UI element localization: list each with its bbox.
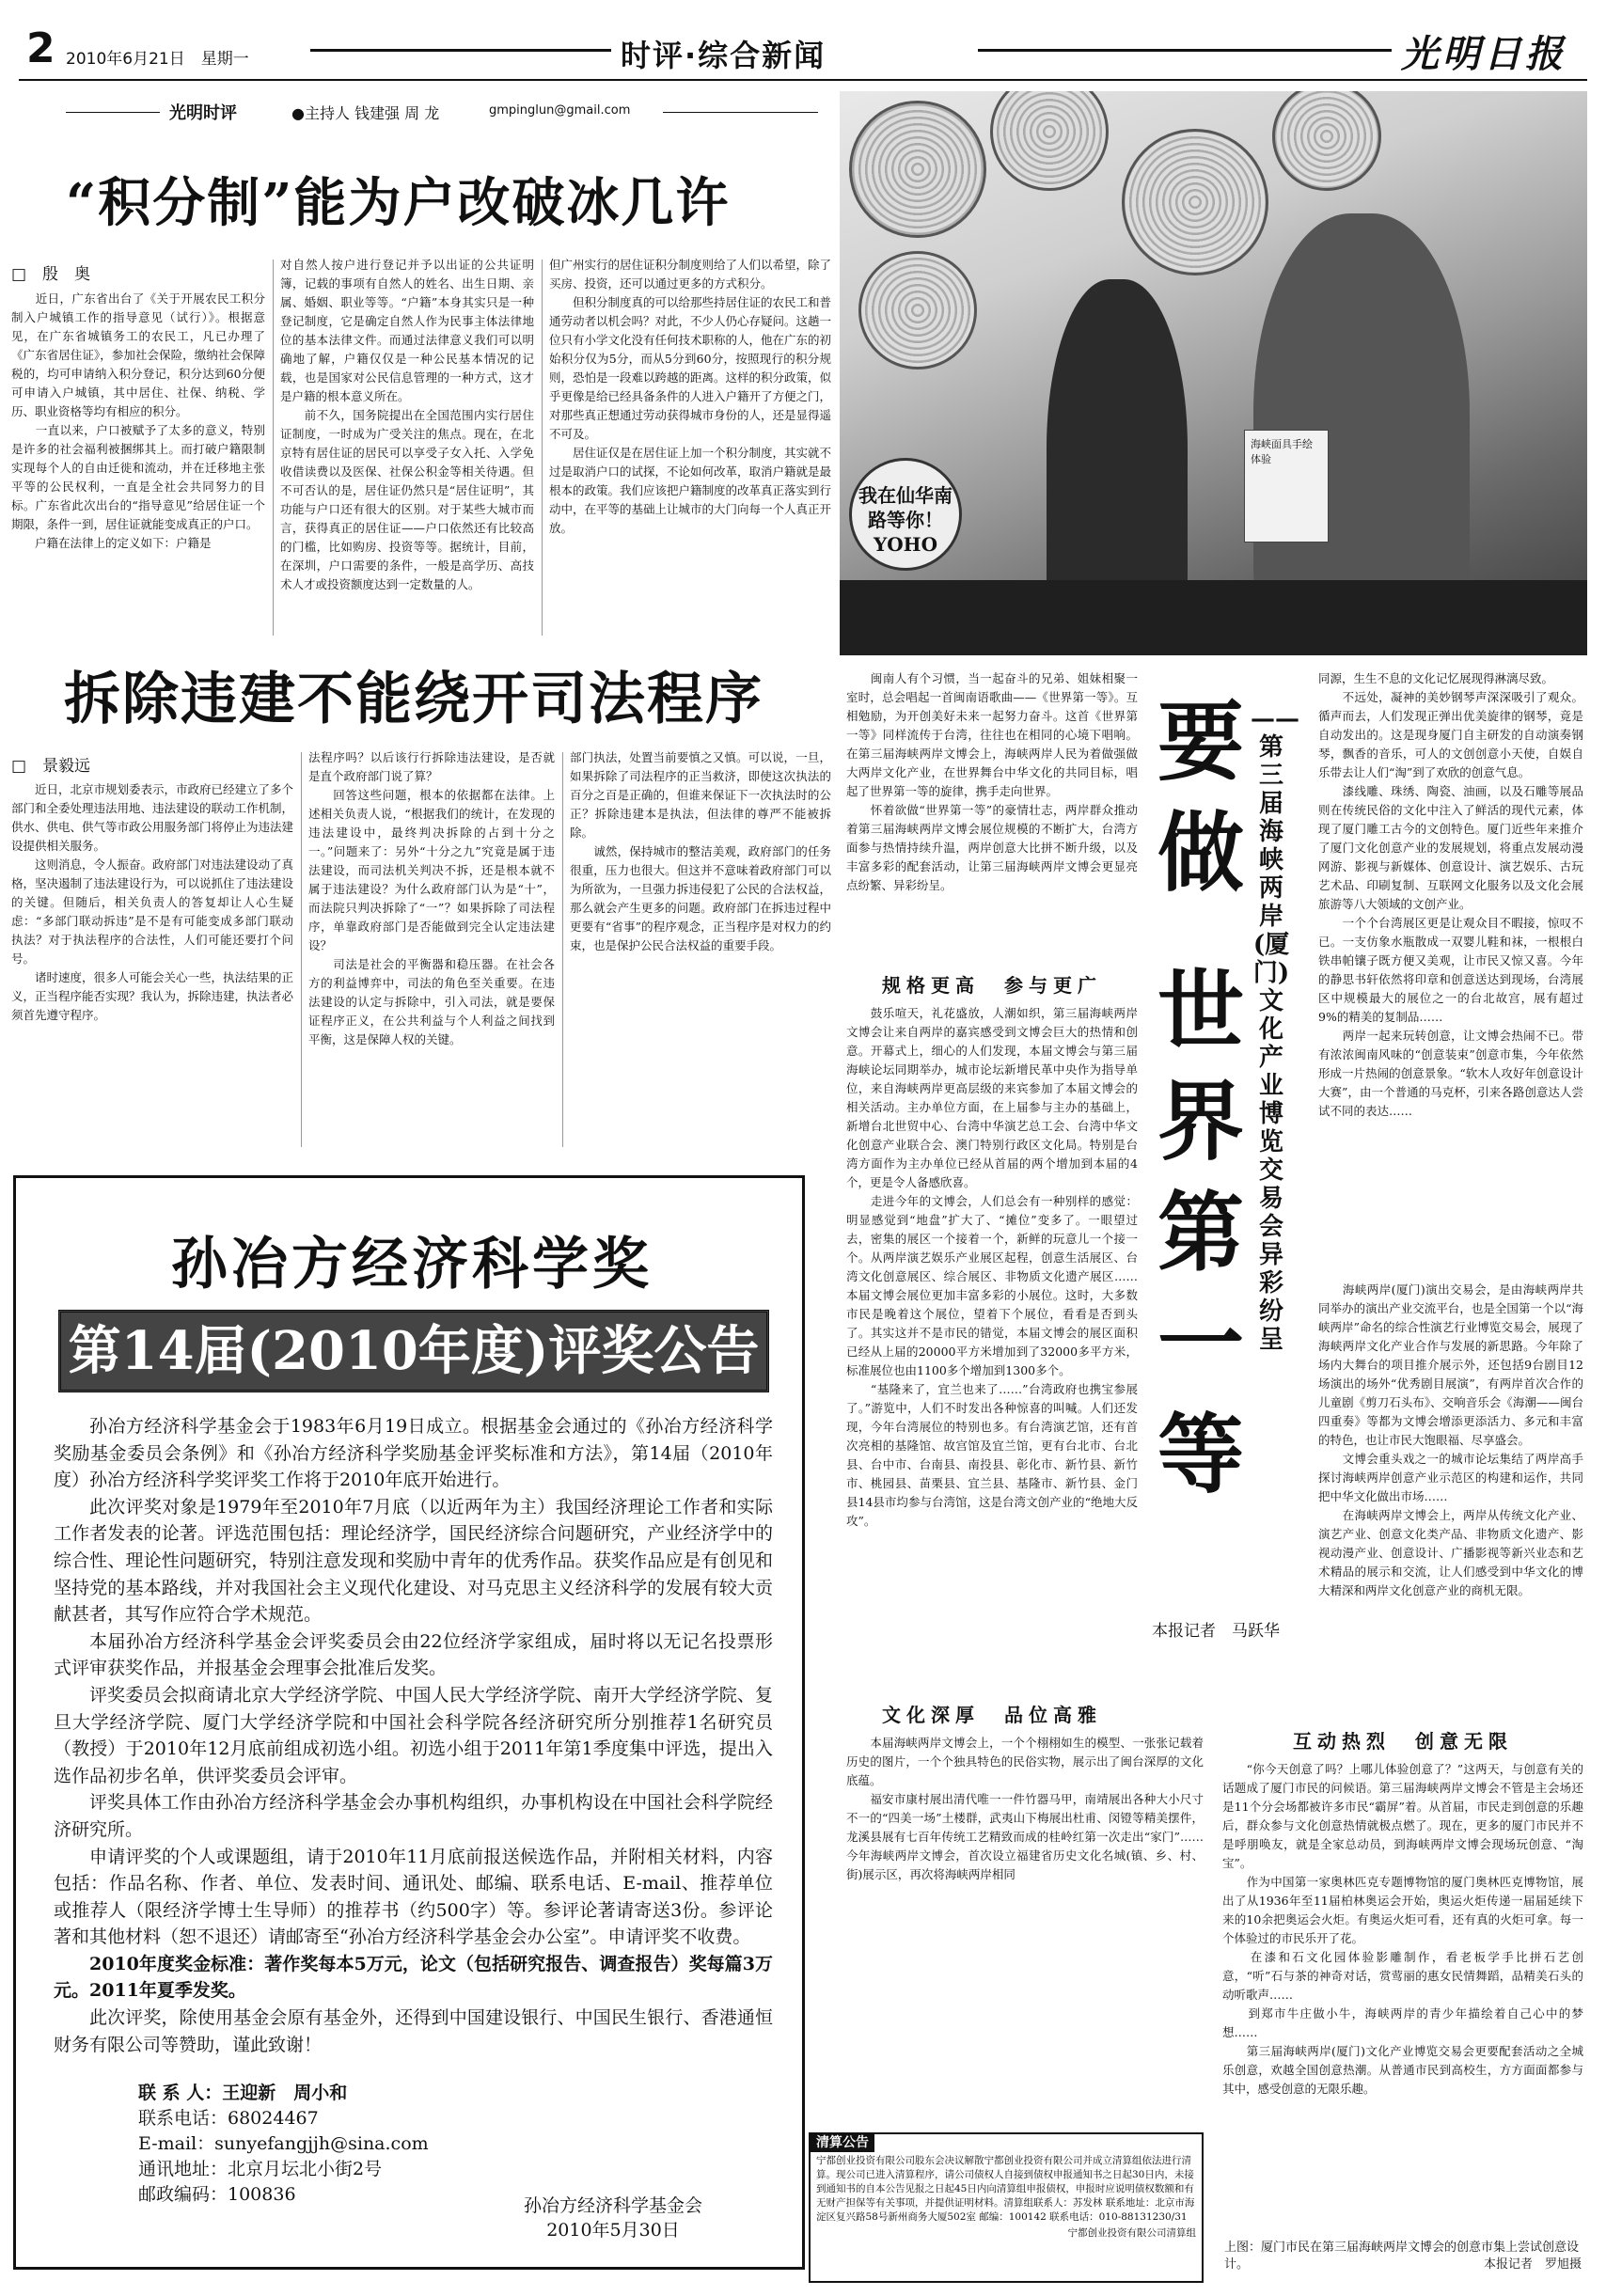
award-org: 孙冶方经济科学基金会 — [524, 2195, 703, 2216]
feature-col-e: 本届海峡两岸文博会上，一个个栩栩如生的模型、一张张记载着历史的图片，一个个独具特色的民俗实物，展示出了闽台深厚的文化底蕴。 福安市康村展出清代唯一一件竹器马甲，南靖展出各种大小尺寸不一的“四美一场”土楼群，武夷山下梅展出杜甫、闵镫等精美摆件，龙溪县展有七百年传统工艺精致而成的桂岭红第一次走出“家门”……今年海峡两岸文博会，首次设立福建省历史文化名城(镇、乡、村、街)展示区，再次将海峡两岸相同 — [846, 1736, 1204, 1881]
contact-person: 联 系 人：王迎新 周小和 — [138, 2083, 348, 2103]
newspaper-logo: 光明日报 — [1401, 32, 1567, 76]
masthead-rule-right — [978, 49, 1392, 52]
column-divider — [273, 259, 274, 636]
article2-col3: 部门执法，处置当前要慎之又慎。可以说，一旦，如果拆除了司法程序的正当救济，即使这次执法的百分之百是正确的，但谁来保证下一次执法时的公正？拆除违建本是执法，但法律的尊严不能被拆除。 诚然，保持城市的整洁美观，政府部门的任务很重，压力也很大。但这并不意味着政府部门可以为所欲为，一旦强力拆违侵犯了公民的合法权益，那么就会产生更多的问题。政府部门在拆违过程中更要有“省事”的程序观念，正当程序是对权力的约束，也是保护公民合法权益的重要手段。 — [570, 750, 831, 952]
contact-postcode: 邮政编码：100836 — [138, 2184, 296, 2205]
feature-col-f: “你今天创意了吗？上哪儿体验创意了？”这两天，与创意有关的话题成了厦门市民的问候语。第三届海峡两岸文博会不管是主会场还是11个分会场都被许多市民“霸屏”着。从首届，市民走到创意的乐趣后，群众参与文化创意热情就极点燃了。现在，更多的厦门市民并不是呼朋唤友，就是全家总动员，到海峡两岸文博会现场玩创意、“淘宝”。 作为中国第一家奥林匹克专题博物馆的厦门奥林匹克博物馆，展出了从1936年至11届柏林奥运会开始，奥运火炬传递一届届延续下来的10余把奥运会火炬。有奥运火炬可看，还有真的火炬可拿。每一个体验过的市民乐开了花。 在漆和石文化园体验影雕制作，看老板学手比拼石艺创意，“听”石与茶的神奇对话，赏莺丽的惠女民情舞蹈，品精美石头的动听歌声…… 到郑市牛庄做小牛，海峡两岸的青少年描绘着自己心中的梦想…… 第三届海峡两岸(厦门)文化产业博览交易会更要配套活动之全城乐创意，欢越全国创意热潮。从普通市民到高校生，方方面面都参与其中，感受创意的无限乐趣。 — [1222, 1762, 1583, 2096]
feature-col-a: 闽南人有个习惯，当一起奋斗的兄弟、姐妹相聚一室时，总会唱起一首闽南语歌曲——《世界第一等》。互相勉励，为开创美好未来一起努力奋斗。这首《世界第一等》同样流传于台湾，往往也在相同的心境下唱响。在第三届海峡两岸文博会上，海峡两岸人民为着做强做大两岸文化产业，在世界舞台中华文化的共同目标，唱起了世界第一等的旋律，携手走向世界。 怀着欲做“世界第一等”的豪情壮志，两岸群众推动着第三届海峡两岸文博会展位规模的不断扩大，台湾方面参与热情持续升温，两岸创意大比拼不断升级，以及丰富多彩的配套活动，让第三届海峡两岸文博会更显亮点纷繁、异彩纷呈。 — [846, 671, 1138, 892]
award-paragraph: 孙冶方经济科学基金会于1983年6月19日成立。根据基金会通过的《孙冶方经济科学奖励基金委员会条例》和《孙冶方经济科学奖励基金评奖标准和方法》，第14届（2010年度）孙冶方经济科学奖评奖工作将于2010年底开始进行。 — [54, 1416, 773, 1491]
headline-char: 第 — [1157, 1182, 1244, 1283]
feature-subhead-2: 文化深厚 品位高雅 — [882, 1704, 1102, 1726]
masthead-divider — [19, 79, 1587, 81]
feature-headline — [1149, 686, 1252, 1510]
article1-headline: “积分制”能为户改破冰几许 — [66, 172, 731, 234]
column-divider — [542, 259, 543, 636]
feature-subhead-3: 互动热烈 创意无限 — [1293, 1730, 1513, 1753]
feature-reporter: 本报记者 马跃华 — [1152, 1622, 1280, 1641]
award-paragraph: 评奖委员会拟商请北京大学经济学院、中国人民大学经济学院、南开大学经济学院、复旦大学经济学院、厦门大学经济学院和中国社会科学院各经济研究所分别推荐1名研究员（教授）于2010年12月底前组成初选小组。初选小组于2011年第1季度集中评选，提出入选作品初步名单，供评奖委员会评审。 — [54, 1684, 773, 1786]
award-body — [54, 1413, 773, 2058]
contact-phone: 联系电话：68024467 — [138, 2108, 319, 2129]
caption-credit: 本报记者 罗旭摄 — [1483, 2257, 1582, 2272]
column-rule-right — [663, 112, 818, 113]
article2-col1: 近日，北京市规划委表示，市政府已经建立了多个部门和全委处理违法用地、违法建设的联动工作机制，供水、供电、供气等市政公用服务部门将停止为违法建设提供相关服务。 这则消息，令人振奋。政府部门对违法建设动了真格，坚决遏制了违法建设行为，可以说抓住了违法建设的关键。但随后，相关负责人的答复却让人心生疑虑：“多部门联动拆违”是不是有可能变成多部门联动执法？对于执法程序的合法性，人们可能还要打个问号。 诸时速度，很多人可能会关心一些，执法结果的正义，正当程序能否实现？我认为，拆除违建，执法者必须首先遵守程序。 — [11, 782, 293, 1022]
article1-col2: 对自然人按户进行登记并予以出证的公共证明簿，记载的事项有自然人的姓名、出生日期、亲属、婚姻、职业等等。“户籍”本身其实只是一种登记制度，它是确定自然人作为民事主体法律地位的基本法律文件。而通过法律意义我们可以明确地了解，户籍仅仅是一种公民基本情况的记载，也是国家对公民信息管理的一种方式，这才是户籍的根本意义所在。 前不久，国务院提出在全国范围内实行居住证制度，一时成为广受关注的焦点。现在，在北京特有居住证的居民可以享受子女入托、入学免收借读费以及医保、社保公积金等相关待遇。但不可否认的是，居住证仍然只是“居住证明”，其功能与户口还有很大的区别。对于某些大城市而言，获得真正的居住证——户口依然还有比较高的门槛，比如购房、投资等等。据统计，目前，在深圳，户口需要的条件，一般是高学历、高技术人才或投资额度达到一定数量的人。 — [280, 258, 534, 591]
photo-caption — [1224, 2240, 1582, 2273]
masthead-rule-left — [310, 49, 611, 52]
award-paragraph: 本届孙冶方经济科学基金会评奖委员会由22位经济学家组成，届时将以无记名投票形式评审获奖作品，并报基金会理事会批准后发奖。 — [54, 1630, 773, 1679]
headline-char: 世 — [1157, 960, 1244, 1062]
fan-decoration — [1272, 91, 1381, 191]
article1-col1: 近日，广东省出台了《关于开展农民工积分制入户城镇工作的指导意见（试行）》。根据意见，在广东省城镇务工的农民工，凡已办理了《广东省居住证》，参加社会保险，缴纳社会保障税的，均可申请纳入积分登记，积分达到60分便可申请入户城镇，其中居住、社保、纳税、学历、职业资格等均有相应的积分。 一直以来，户口被赋予了太多的意义，特别是许多的社会福利被捆绑其上。而打破户籍限制实现每个人的自由迁徙和流动，并在迁移地主张平等的公民权利，一直是全社会共同努力的目标。广东省此次出台的“指导意见”给居住证一个期限，条件一到，居住证就能变成真正的户口。 户籍在法律上的定义如下：户籍是 — [11, 291, 265, 550]
feature-col-d: 海峡两岸(厦门)演出交易会，是由海峡两岸共同举办的演出产业交流平台，也是全国第一个以“海峡两岸”命名的综合性演艺行业博览交易会，展现了海峡两岸文化产业合作与发展的新思路。今年除了场内大舞台的项目推介展示外，还包括9台剧目12场演出的场外“优秀剧目展演”，有两岸首次合作的儿童剧《剪刀石头布》、交响音乐会《海潮——闽台四重奏》等都为文博会增添更添活力、多元和丰富的特色，也让市民大饱眼福、尽享盛会。 文博会重头戏之一的城市论坛集结了两岸高手探讨海峡两岸创意产业示范区的构建和运作，共同把中华文化做出市场…… 在海峡两岸文博会上，两岸从传统文化产业、演艺产业、创意文化类产品、非物质文化遗产、影视动漫产业、创意设计、广播影视等新兴业态和艺术精品的展示和交流，让人们感受到中华文化的博大精深和两岸文化创意产业的商机无限。 — [1318, 1282, 1583, 1597]
award-paragraph: 申请评奖的个人或课题组，请于2010年11月底前报送候选作品，并附相关材料，内容包括：作品名称、作者、单位、发表时间、通讯处、邮编、联系电话、E-mail、推荐单位或推荐人（限经济学博士生导师）的推荐书（约500字）等。参评论著请寄送3份。参评论著和其他材料（恕不退还）请邮寄至“孙冶方经济科学基金会办公室”。申请评奖不收费。 — [54, 1846, 773, 1948]
award-date: 2010年5月30日 — [546, 2220, 680, 2241]
caption-text: 上图：厦门市民在第三届海峡两岸文博会的创意市集上尝试创意设计。 — [1224, 2241, 1580, 2272]
feature-subtitle: ——第三届海峡两岸(厦门)文化产业博览交易会异彩纷呈 — [1251, 705, 1299, 1354]
fan-decoration — [849, 101, 986, 238]
notice-tag: 清算公告 — [811, 2134, 874, 2152]
column-name: 光明时评 — [169, 103, 237, 123]
award-signature — [524, 2194, 702, 2242]
page-number: 2 — [26, 24, 55, 72]
feature-subhead-1: 规格更高 参与更广 — [882, 974, 1102, 997]
publication-date: 2010年6月21日 星期一 — [66, 50, 249, 69]
award-paragraph: 此次评奖对象是1979年至2010年7月底（以近两年为主）我国经济理论工作者和实际工作者发表的论著。评选范围包括：理论经济学，国民经济综合问题研究，产业经济学中的综合性、理论性问题研究，特别注意发现和奖励中青年的优秀作品。获奖作品应是有创见和坚持党的基本路线，并对我国社会主义现代化建设、对马克思主义经济科学的发展有较大贡献甚者，其写作应符合学术规范。 — [54, 1496, 773, 1626]
article1-col3: 但广州实行的居住证积分制度则给了人们以希望，除了买房、投资，还可以通过更多的方式积分。 但积分制度真的可以给那些持居住证的农民工和普通劳动者以机会吗？对此，不少人仍心存疑问。这趟一位只有小学文化没有任何技术职称的人，他在广东的初始积分仅为5分，而从5分到60分，按照现行的积分规则，恐怕是一段难以跨越的距离。这样的积分政策，似乎更像是给已经具备条件的人进入户籍开了方便之门，对那些真正想通过劳动获得城市身份的人，还是显得遥不可及。 居住证仅是在居住证上加一个积分制度，其实就不过是取消户口的试探，不论如何改革，取消户籍就是最根本的政策。我们应该把户籍制度的改革真正落实到行动中，在平等的基础上让城市的大门向每一个人真正开放。 — [549, 258, 831, 535]
article2-headline: 拆除违建不能绕开司法程序 — [64, 667, 764, 732]
award-announcement — [13, 1175, 805, 2270]
contact-address: 通讯地址：北京月坛北小街2号 — [138, 2159, 383, 2179]
award-contacts — [138, 2081, 429, 2208]
contact-email[interactable]: E-mail：sunyefangjjh@sina.com — [138, 2133, 429, 2154]
headline-char: 等 — [1157, 1404, 1244, 1505]
column-rule-left — [66, 112, 160, 113]
fan-decoration — [858, 251, 977, 370]
fan-decoration — [990, 91, 1109, 191]
notice-sign: 宁都创业投资有限公司清算组 — [1067, 2227, 1196, 2239]
award-paragraph: 此次评奖，除使用基金会原有基金外，还得到中国建设银行、中国民生银行、香港通恒财务有限公司等赞助，谨此致谢！ — [54, 2007, 773, 2055]
notice-text: 宁都创业投资有限公司股东会决议解散宁都创业投资有限公司并成立清算组依法进行清算。现公司已进入清算程序，请公司债权人自接到债权申报通知书之日起30日内，未接到通知书的自本公告见报之日起45日内向清算组申报债权，申报时应说明债权数额和有无财产担保等有关事项，并提供证明材料。清算组联系人：苏发林 联系地址：北京市海淀区复兴路58号新州商务大厦502室 邮编：100142 联系电话：010-88131230/31 — [816, 2155, 1195, 2223]
headline-char: 一 — [1157, 1293, 1244, 1394]
article1-author: □ 殷 奥 — [11, 265, 91, 284]
article2-author: □ 景毅远 — [11, 757, 91, 776]
feature-col-b: 鼓乐喧天，礼花盛放，人潮如织，第三届海峡两岸文博会让来自两岸的嘉宾感受到文博会巨大的热情和创意。开幕式上，细心的人们发现，本届文博会与第三届海峡论坛同期举办，城市论坛新增民革中央作为指导单位，来自海峡两岸更高层级的来宾参加了本届文博会的相关活动。主办单位方面，在上届参与主办的基础上，新增台北世贸中心、台湾中华演艺总工会、台湾中华文化创意产业联合会、澳门特别行政区文化局。特别是台湾方面作为主办单位已经从首届的两个增加到本届的4个，更是令人备感欣喜。 走进今年的文博会，人们总会有一种别样的感觉：明显感觉到“地盘”扩大了、“摊位”变多了。一眼望过去，密集的展区一个接着一个，新鲜的玩意儿一个接一个。从两岸演艺娱乐产业展区起程，创意生活展区、台湾文化创意展区、综合展区、非物质文化遗产展区……本届文博会展位更加丰富多彩的小展位。这时，大多数市民是晚着这个展位，望着下个展位，看看是否到头了。其实这并不是市民的错觉，本届文博会的展区面积已经从上届的20000平方米增加到了32000多平方米，标准展位也由1100多个增加到1300多个。 “基隆来了，宜兰也来了……”台湾政府也携宝参展了。”游览中，人们不时发出各种惊喜的叫喊。人们还发现，今年台湾展位的特别也多。有台湾演艺馆，还有首次亮相的基隆馆、故宫馆及宜兰馆，更有台北市、台北县、台中市、台南县、南投县、彰化市、新竹县、新竹市、桃园县、苗栗县、宜兰县、基隆市、新竹县、金门县14县市均参与台湾馆，这是台湾文创产业的“绝地大反攻”。 — [846, 1006, 1138, 1528]
award-banner: 第14届(2010年度)评奖公告 — [58, 1310, 769, 1392]
news-photo — [840, 91, 1587, 655]
award-title: 孙冶方经济科学奖 — [171, 1232, 653, 1297]
headline-char: 界 — [1157, 1071, 1244, 1172]
award-paragraph: 评奖具体工作由孙冶方经济科学基金会办事机构组织，办事机构设在中国社会科学院经济研究所。 — [54, 1792, 773, 1840]
column-divider — [562, 752, 563, 1147]
product-box: 海峡面具手绘体验 — [1244, 430, 1329, 543]
section-title: 时评·综合新闻 — [621, 38, 827, 73]
fan-decoration — [1122, 129, 1268, 275]
column-hosts: ●主持人 钱建强 周 龙 — [291, 104, 440, 122]
article2-col2: 法程序吗？以后该行行拆除违法建设，是否就是直个政府部门说了算？ 回答这些问题，根本的依据都在法律。上述相关负责人说，“根据我们的统计，在发现的违法建设中，最终判决拆除的占到十分之一。”问题来了：另外“十分之九”究竟是属于违法建设，而司法机关判决不拆，还是根本就不属于违法建设？为什么政府部门认为是“十”，而法院只判决拆除了“一”？如果拆除了司法程序，单靠政府部门是否能做到完全认定违法建设？ 司法是社会的平衡器和稳压器。在社会各方的利益博弈中，司法的角色至关重要。在违法建设的认定与拆除中，引入司法，就是要保证程序正义，在公共利益与个人利益之间找到平衡，这是保障人权的关键。 — [308, 750, 555, 1046]
column-divider — [301, 752, 302, 1147]
promo-sign: 我在仙华南路等你！YOHO — [849, 458, 962, 571]
table-surface — [840, 580, 1587, 655]
feature-col-c: 同源，生生不息的文化记忆展现得淋漓尽致。 不远处，凝神的美妙钢琴声深深吸引了观众。循声而去，人们发现正弹出优美旋律的钢琴，竟是自动发出的。这是现身厦门自主研发的自动演奏钢琴，飘香的音乐，可人的文创创意小天使，自娱自乐带去让人们“淘”到了欢欣的创意气息。 漆线雕、珠绣、陶瓷、油画，以及石雕等展品则在传统民俗的文化中注入了鲜活的现代元素，体现了厦门雕工古今的文创特色。厦门近些年来推介了厦门文化创意产业的发展规划，将重点发展动漫网游、影视与新媒体、创意设计、演艺娱乐、古玩艺术品、印刷复制、互联网文化服务以及文化会展旅游等八大领域的文创产业。 一个个台湾展区更是让观众目不暇接，惊叹不已。一支仿象水瓶散成一双婴儿鞋和袜，一根根白铁串帕镶子既方便又美观，让市民又惊又喜。今年的静思书轩依然将印章和创意送达到现场，台湾展区中规模最大的展位之一的台北故宫，展有超过9%的精美的复制品…… 两岸一起来玩转创意，让文博会热闹不已。带有浓浓闽南风味的“创意装束”创意市集，今年依然形成一片热闹的创意景象。“软木人攻好年创意设计大赛”，由一个普通的马克杯，引来各路创意达人尝试不同的表达…… — [1318, 671, 1583, 1118]
headline-char: 要 — [1157, 691, 1244, 793]
headline-char: 做 — [1157, 802, 1244, 904]
column-email[interactable]: gmpinglun@gmail.com — [489, 103, 631, 118]
award-paragraph: 2010年度奖金标准：著作奖每本5万元，论文（包括研究报告、调查报告）奖每篇3万元。2011年夏季发奖。 — [54, 1953, 773, 2002]
liquidation-notice — [809, 2132, 1204, 2283]
